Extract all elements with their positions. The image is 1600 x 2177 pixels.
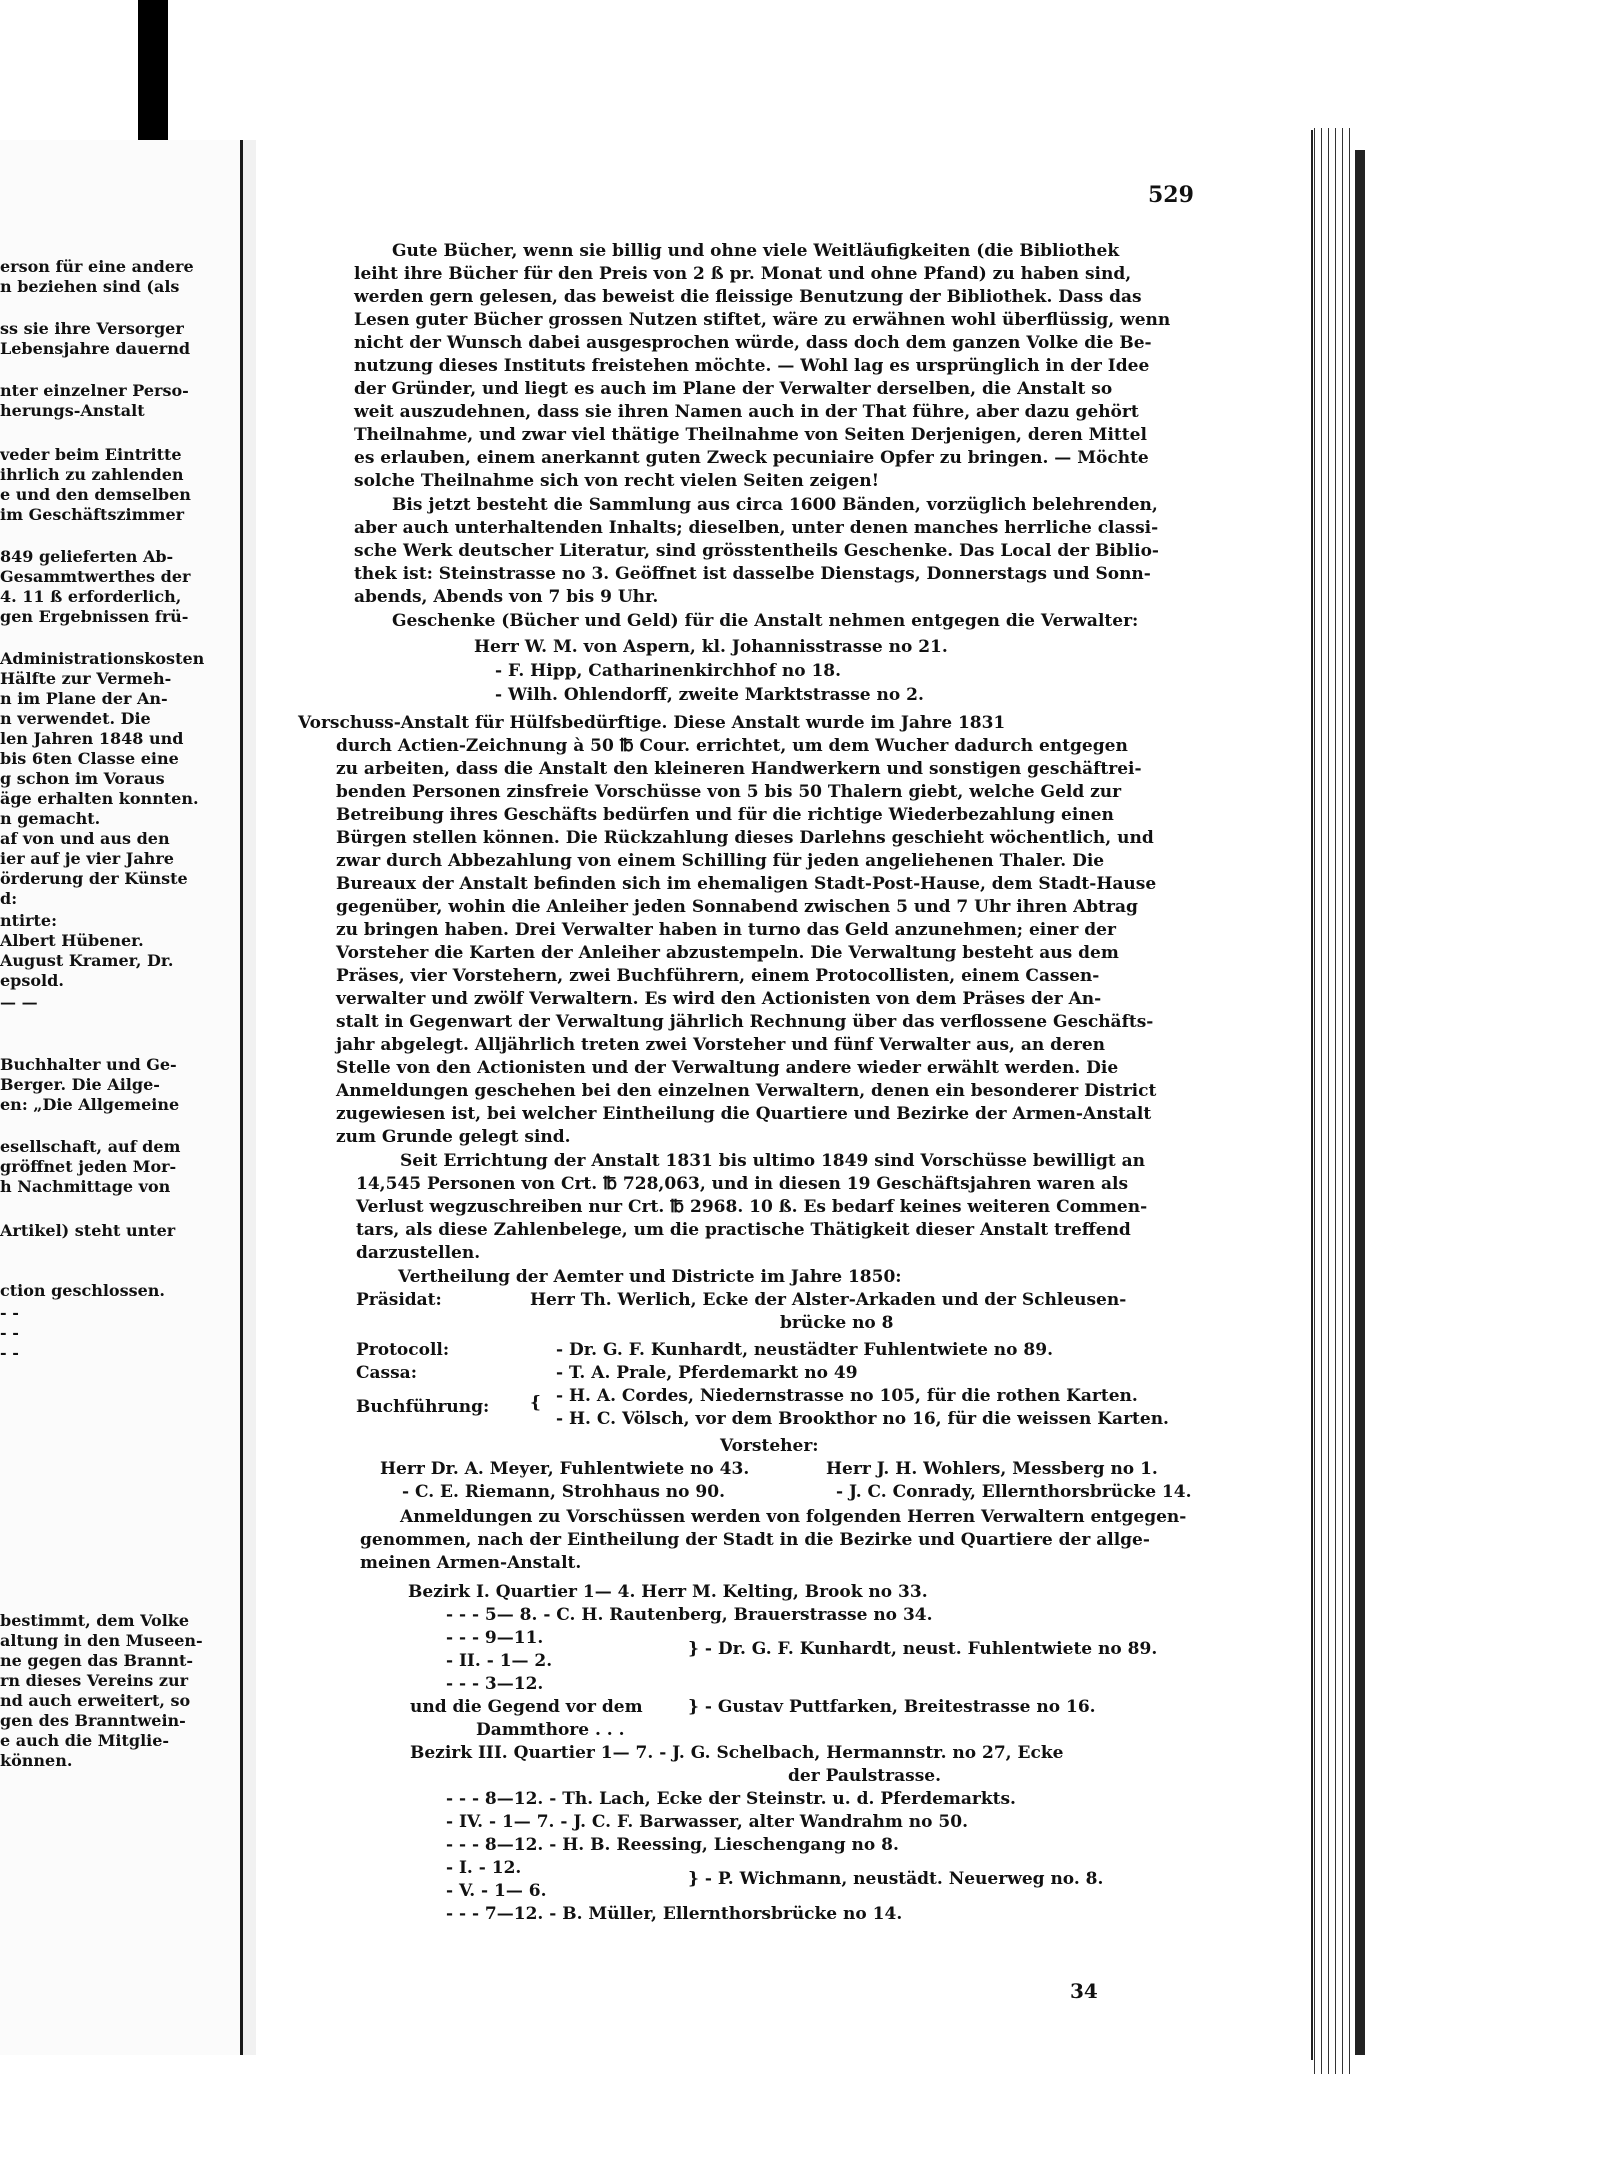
text-line: Bureaux der Anstalt befinden sich im ehemaligen Stadt-Post-Hause, dem Stadt-Hause <box>336 874 1157 894</box>
text-line: Seit Errichtung der Anstalt 1831 bis ultimo 1849 sind Vorschüsse bewilligt an <box>400 1151 1146 1171</box>
text-line: - - - 7—12. - B. Müller, Ellernthorsbrücke no 14. <box>446 1904 903 1924</box>
text-line: Vorsteher die Karten der Anleiher abzustempeln. Die Verwaltung besteht aus dem <box>336 943 1119 963</box>
left-page-line: gen des Branntwein- <box>0 1712 186 1730</box>
text-line: thek ist: Steinstrasse no 3. Geöffnet ist dasselbe Dienstags, Donnerstags und Sonn- <box>354 564 1151 584</box>
left-page-line: epsold. <box>0 972 64 990</box>
text-line: - V. - 1— 6. <box>446 1881 547 1901</box>
text-line: Herr Dr. A. Meyer, Fuhlentwiete no 43. <box>380 1459 750 1479</box>
text-line: Bis jetzt besteht die Sammlung aus circa 1600 Bänden, vorzüglich belehrenden, <box>392 495 1158 515</box>
left-page-line: Gesammtwerthes der <box>0 568 191 586</box>
text-line: - J. C. Conrady, Ellernthorsbrücke 14. <box>836 1482 1192 1502</box>
text-line: - T. A. Prale, Pferdemarkt no 49 <box>556 1363 858 1383</box>
left-page-line: August Kramer, Dr. <box>0 952 174 970</box>
left-page-line: Lebensjahre dauernd <box>0 340 191 358</box>
text-line: Herr Th. Werlich, Ecke der Alster-Arkaden und der Schleusen- <box>530 1290 1127 1310</box>
text-line: - I. - 12. <box>446 1858 522 1878</box>
text-line: verwalter und zwölf Verwaltern. Es wird den Actionisten von dem Präses der An- <box>336 989 1102 1009</box>
text-line: - Dr. G. F. Kunhardt, neustädter Fuhlentwiete no 89. <box>556 1340 1053 1360</box>
text-line: 14,545 Personen von Crt. ℔ 728,063, und in diesen 19 Geschäftsjahren waren als <box>356 1174 1129 1194</box>
text-line: es erlauben, einem anerkannt guten Zweck pecuniaire Opfer zu bringen. — Möchte <box>354 448 1149 468</box>
text-line: Theilnahme, und zwar viel thätige Theilnahme von Seiten Derjenigen, deren Mittel <box>354 425 1147 445</box>
left-page-line: ss sie ihre Versorger <box>0 320 184 338</box>
text-line: { <box>530 1393 541 1413</box>
text-line: Bezirk III. Quartier 1— 7. - J. G. Schelbach, Hermannstr. no 27, Ecke <box>410 1743 1064 1763</box>
left-page-line: Albert Hübener. <box>0 932 144 950</box>
left-page-line: bis 6ten Classe eine <box>0 750 179 768</box>
left-page-line: veder beim Eintritte <box>0 446 182 464</box>
text-line: benden Personen zinsfreie Vorschüsse von 5 bis 50 Thalern giebt, welche Geld zur <box>336 782 1122 802</box>
text-line: Vorsteher: <box>720 1436 819 1456</box>
left-page-line: Hälfte zur Vermeh- <box>0 670 172 688</box>
text-line: Herr W. M. von Aspern, kl. Johannisstrasse no 21. <box>474 637 948 657</box>
text-line: Gute Bücher, wenn sie billig und ohne viele Weitläufigkeiten (die Bibliothek <box>392 241 1120 261</box>
left-page-line: Administrationskosten <box>0 650 205 668</box>
left-page-line: nd auch erweitert, so <box>0 1692 191 1710</box>
text-line: Cassa: <box>356 1363 417 1383</box>
text-line: der Paulstrasse. <box>788 1766 942 1786</box>
text-line: } - Gustav Puttfarken, Breitestrasse no 16. <box>688 1697 1096 1717</box>
text-line: Vorschuss-Anstalt für Hülfsbedürftige. Diese Anstalt wurde im Jahre 1831 <box>298 713 1006 733</box>
text-line: Präses, vier Vorstehern, zwei Buchführern, einem Protocollisten, einem Cassen- <box>336 966 1100 986</box>
left-page-line: gröffnet jeden Mor- <box>0 1158 177 1176</box>
text-line: Vertheilung der Aemter und Districte im Jahre 1850: <box>398 1267 902 1287</box>
left-page-line: - - <box>0 1344 19 1362</box>
text-line: brücke no 8 <box>780 1313 894 1333</box>
text-line: zu arbeiten, dass die Anstalt den kleineren Handwerkern und sonstigen geschäftrei- <box>336 759 1142 779</box>
text-line: Bezirk I. Quartier 1— 4. Herr M. Kelting, Brook no 33. <box>408 1582 928 1602</box>
text-line: - II. - 1— 2. <box>446 1651 553 1671</box>
text-line: Lesen guter Bücher grossen Nutzen stiftet, wäre zu erwähnen wohl überflüssig, wenn <box>354 310 1171 330</box>
text-line: Präsidat: <box>356 1290 442 1310</box>
left-page-line: herungs-Anstalt <box>0 402 145 420</box>
left-page-line: ne gegen das Brannt- <box>0 1652 194 1670</box>
text-line: - C. E. Riemann, Strohhaus no 90. <box>402 1482 725 1502</box>
text-line: Anmeldungen zu Vorschüssen werden von folgenden Herren Verwaltern entgegen- <box>400 1507 1187 1527</box>
text-line: Protocoll: <box>356 1340 450 1360</box>
text-line: - IV. - 1— 7. - J. C. F. Barwasser, alter Wandrahm no 50. <box>446 1812 968 1832</box>
text-line: der Gründer, und liegt es auch im Plane der Verwalter derselben, die Anstalt so <box>354 379 1113 399</box>
left-page-line: gen Ergebnissen frü- <box>0 608 189 626</box>
left-page-line: altung in den Museen- <box>0 1632 203 1650</box>
left-page-line: nter einzelner Perso- <box>0 382 189 400</box>
text-line: weit auszudehnen, dass sie ihren Namen auch in der That führe, aber dazu gehört <box>354 402 1139 422</box>
left-page-line: — — <box>0 994 38 1012</box>
left-page-line: n beziehen sind (als <box>0 278 180 296</box>
signature-mark: 34 <box>1070 1979 1098 2003</box>
text-line: stalt in Gegenwart der Verwaltung jährlich Rechnung über das verflossene Geschäfts- <box>336 1012 1154 1032</box>
text-line: - - - 8—12. - Th. Lach, Ecke der Steinstr. u. d. Pferdemarkts. <box>446 1789 1016 1809</box>
text-line: Verlust wegzuschreiben nur Crt. ℔ 2968. 10 ß. Es bedarf keines weiteren Commen- <box>356 1197 1148 1217</box>
left-page-line: können. <box>0 1752 73 1770</box>
text-line: - - - 9—11. <box>446 1628 544 1648</box>
left-page-line: ihrlich zu zahlenden <box>0 466 184 484</box>
left-page-line: n gemacht. <box>0 810 101 828</box>
left-page-line: 4. 11 ß erforderlich, <box>0 588 182 606</box>
left-page-line: e auch die Mitglie- <box>0 1732 170 1750</box>
page-number: 529 <box>1148 182 1194 208</box>
text-line: zugewiesen ist, bei welcher Eintheilung die Quartiere und Bezirke der Armen-Anstalt <box>336 1104 1152 1124</box>
text-line: Geschenke (Bücher und Geld) für die Anstalt nehmen entgegen die Verwalter: <box>392 611 1139 631</box>
text-line: jahr abgelegt. Alljährlich treten zwei Vorsteher und fünf Verwalter aus, an deren <box>336 1035 1106 1055</box>
page-edge-shadow <box>1355 150 1365 2055</box>
left-page-line: esellschaft, auf dem <box>0 1138 181 1156</box>
text-line: Betreibung ihres Geschäfts bedürfen und für die richtige Wiederbezahlung einen <box>336 805 1114 825</box>
text-line: - H. C. Völsch, vor dem Brookthor no 16, für die weissen Karten. <box>556 1409 1169 1429</box>
left-page-line: erson für eine andere <box>0 258 194 276</box>
left-page-line: ier auf je vier Jahre <box>0 850 174 868</box>
text-line: zum Grunde gelegt sind. <box>336 1127 571 1147</box>
text-line: Bürgen stellen können. Die Rückzahlung dieses Darlehns geschieht wöchentlich, und <box>336 828 1154 848</box>
text-line: - F. Hipp, Catharinenkirchhof no 18. <box>495 661 842 681</box>
text-line: - - - 5— 8. - C. H. Rautenberg, Brauerstrasse no 34. <box>446 1605 933 1625</box>
text-line: gegenüber, wohin die Anleiher jeden Sonnabend zwischen 5 und 7 Uhr ihren Abtrag <box>336 897 1138 917</box>
left-page-line: äge erhalten konnten. <box>0 790 199 808</box>
text-line: Stelle von den Actionisten und der Verwaltung andere wieder erwählt werden. Die <box>336 1058 1119 1078</box>
book-binding <box>138 0 168 140</box>
text-line: - H. A. Cordes, Niedernstrasse no 105, für die rothen Karten. <box>556 1386 1138 1406</box>
left-page-line: Buchhalter und Ge- <box>0 1056 177 1074</box>
left-page-line: rn dieses Vereins zur <box>0 1672 189 1690</box>
left-page-line: ction geschlossen. <box>0 1282 165 1300</box>
text-line: zu bringen haben. Drei Verwalter haben in turno das Geld anzunehmen; einer der <box>336 920 1116 940</box>
text-line: } - Dr. G. F. Kunhardt, neust. Fuhlentwiete no 89. <box>688 1639 1158 1659</box>
text-line: nicht der Wunsch dabei ausgesprochen würde, dass doch dem ganzen Volke die Be- <box>354 333 1152 353</box>
left-page-line: n im Plane der An- <box>0 690 168 708</box>
text-line: aber auch unterhaltenden Inhalts; dieselben, unter denen manches herrliche classi- <box>354 518 1159 538</box>
left-page-line: en: „Die Allgemeine <box>0 1096 180 1114</box>
text-line: solche Theilnahme sich von recht vielen Seiten zeigen! <box>354 471 880 491</box>
text-line: - - - 8—12. - H. B. Reessing, Lieschengang no 8. <box>446 1835 899 1855</box>
text-line: Dammthore . . . <box>476 1720 625 1740</box>
text-line: Anmeldungen geschehen bei den einzelnen Verwaltern, denen ein besonderer District <box>336 1081 1157 1101</box>
left-page-line: af von und aus den <box>0 830 170 848</box>
text-line: werden gern gelesen, das beweist die fleissige Benutzung der Bibliothek. Dass das <box>354 287 1142 307</box>
text-line: darzustellen. <box>356 1243 481 1263</box>
text-line: nutzung dieses Instituts freistehen möchte. — Wohl lag es ursprünglich in der Idee <box>354 356 1150 376</box>
left-page-line: h Nachmittage von <box>0 1178 171 1196</box>
page-edges <box>1311 128 1355 2074</box>
left-page-line: len Jahren 1848 und <box>0 730 184 748</box>
left-page-line: Berger. Die Ailge- <box>0 1076 160 1094</box>
text-line: - Wilh. Ohlendorff, zweite Marktstrasse no 2. <box>495 685 924 705</box>
left-page-line: d: <box>0 890 18 908</box>
text-line: - - - 3—12. <box>446 1674 544 1694</box>
left-page-line: ntirte: <box>0 912 58 930</box>
text-line: Herr J. H. Wohlers, Messberg no 1. <box>826 1459 1158 1479</box>
text-line: abends, Abends von 7 bis 9 Uhr. <box>354 587 659 607</box>
left-page-line: g schon im Voraus <box>0 770 165 788</box>
left-page-line: örderung der Künste <box>0 870 188 888</box>
left-page-line: n verwendet. Die <box>0 710 151 728</box>
left-page-line: bestimmt, dem Volke <box>0 1612 190 1630</box>
left-page-line: e und den demselben <box>0 486 191 504</box>
text-line: und die Gegend vor dem <box>410 1697 643 1717</box>
left-page-fragment <box>0 140 243 2055</box>
text-line: Buchführung: <box>356 1397 490 1417</box>
left-page-line: - - <box>0 1324 19 1342</box>
text-line: genommen, nach der Eintheilung der Stadt in die Bezirke und Quartiere der allge- <box>360 1530 1150 1550</box>
text-line: meinen Armen-Anstalt. <box>360 1553 582 1573</box>
left-page-line: Artikel) steht unter <box>0 1222 176 1240</box>
text-line: } - P. Wichmann, neustädt. Neuerweg no. 8. <box>688 1869 1104 1889</box>
text-line: leiht ihre Bücher für den Preis von 2 ß pr. Monat und ohne Pfand) zu haben sind, <box>354 264 1132 284</box>
left-page-line: im Geschäftszimmer <box>0 506 185 524</box>
left-page-line: - - <box>0 1304 19 1322</box>
text-line: durch Actien-Zeichnung à 50 ℔ Cour. errichtet, um dem Wucher dadurch entgegen <box>336 736 1128 756</box>
text-line: zwar durch Abbezahlung von einem Schilling für jeden angeliehenen Thaler. Die <box>336 851 1105 871</box>
text-line: tars, als diese Zahlenbelege, um die practische Thätigkeit dieser Anstalt treffend <box>356 1220 1131 1240</box>
left-page-line: 849 gelieferten Ab- <box>0 548 174 566</box>
text-line: sche Werk deutscher Literatur, sind grösstentheils Geschenke. Das Local der Biblio- <box>354 541 1159 561</box>
